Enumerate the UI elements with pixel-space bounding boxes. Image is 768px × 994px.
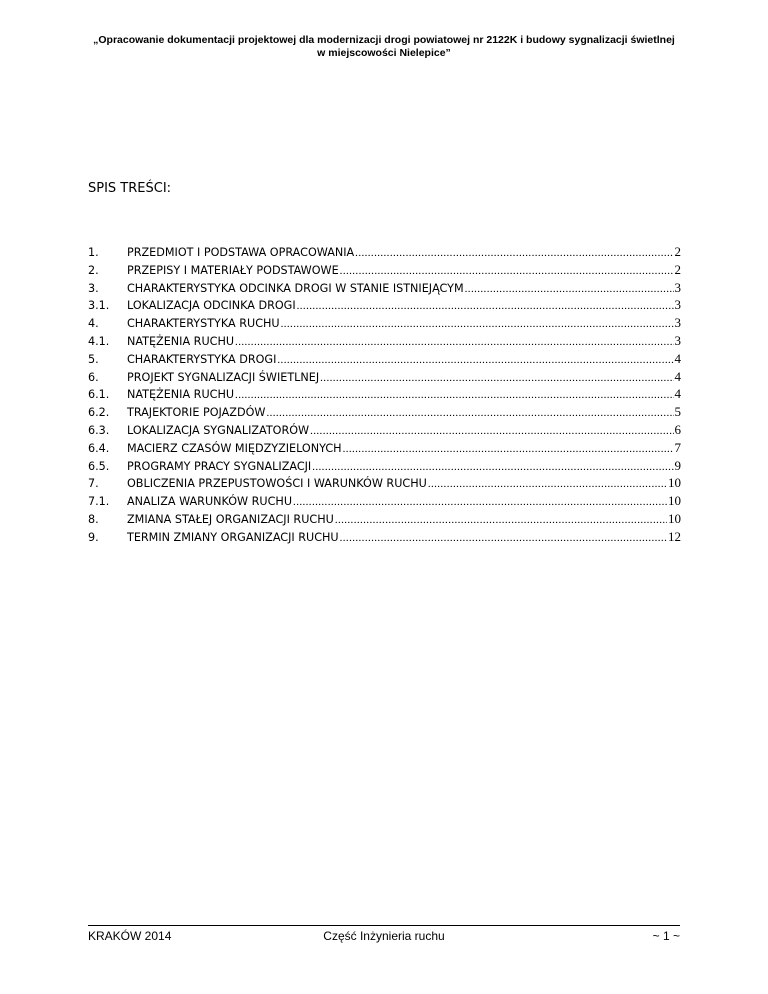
toc-entry-page: 7 [674, 439, 681, 455]
toc-entry[interactable] [88, 315, 681, 333]
toc-entry-page: 4 [674, 386, 681, 402]
toc-entry-page: 3 [674, 279, 681, 295]
toc-entry-page: 5 [674, 404, 681, 420]
toc-entry-number: 4. [88, 317, 99, 331]
toc-entry-page: 12 [668, 528, 681, 544]
footer-page-number: ~ 1 ~ [652, 929, 680, 943]
toc-entry-number: 5. [88, 352, 99, 366]
toc-entry[interactable] [88, 422, 681, 440]
toc-entry[interactable] [88, 386, 681, 404]
toc-entry-page: 3 [674, 297, 681, 313]
toc-entry-number: 2. [88, 263, 99, 277]
toc-entry-title: MACIERZ CZASÓW MIĘDZYZIELONYCH [127, 441, 342, 455]
toc-entry-page: 2 [674, 261, 681, 277]
toc-entry-number: 3. [88, 281, 99, 295]
toc-entry-number: 6.4. [88, 441, 110, 455]
toc-entry-number: 6.2. [88, 406, 110, 420]
toc-entry[interactable] [88, 297, 681, 315]
toc-entry-number: 3.1. [88, 299, 110, 313]
toc-entry-title: LOKALIZACJA ODCINKA DROGI [127, 299, 296, 313]
toc-entry-number: 6.3. [88, 423, 110, 437]
toc-leader-dots [312, 461, 673, 473]
toc-entry-number: 6.1. [88, 388, 110, 402]
page-footer [88, 929, 680, 945]
footer-location-year: KRAKÓW 2014 [88, 929, 172, 943]
toc-entry-number: 9. [88, 530, 99, 544]
toc-entry-number: 6. [88, 370, 99, 384]
toc-entry[interactable] [88, 511, 681, 529]
table-of-contents [88, 244, 681, 547]
toc-entry[interactable] [88, 529, 681, 547]
toc-entry-title: NATĘŻENIA RUCHU [127, 388, 235, 402]
toc-leader-dots [310, 425, 673, 437]
toc-leader-dots [428, 478, 667, 490]
toc-entry[interactable] [88, 475, 681, 493]
page-header [60, 34, 708, 60]
footer-section-name: Część Inżynieria ruchu [323, 929, 445, 943]
toc-entry-number: 7.1. [88, 495, 110, 509]
toc-leader-dots [320, 372, 673, 384]
toc-leader-dots [340, 265, 674, 277]
toc-entry[interactable] [88, 440, 681, 458]
toc-leader-dots [335, 514, 667, 526]
toc-entry-title: CHARAKTERYSTYKA RUCHU [127, 317, 280, 331]
toc-leader-dots [343, 443, 674, 455]
toc-entry-page: 3 [674, 332, 681, 348]
toc-entry[interactable] [88, 351, 681, 369]
footer-divider [88, 925, 680, 926]
toc-entry-title: TERMIN ZMIANY ORGANIZACJI RUCHU [127, 530, 339, 544]
toc-entry-title: NATĘŻENIA RUCHU [127, 334, 235, 348]
toc-entry[interactable] [88, 333, 681, 351]
toc-title: SPIS TREŚCI: [88, 181, 172, 196]
toc-entry-title: ZMIANA STAŁEJ ORGANIZACJI RUCHU [127, 512, 334, 526]
toc-entry-page: 3 [674, 315, 681, 331]
toc-leader-dots [355, 247, 673, 259]
toc-entry-page: 10 [668, 510, 681, 526]
toc-leader-dots [266, 407, 673, 419]
toc-entry-page: 4 [674, 368, 681, 384]
toc-leader-dots [340, 532, 667, 544]
toc-leader-dots [297, 300, 674, 312]
toc-leader-dots [465, 283, 674, 295]
toc-entry-title: TRAJEKTORIE POJAZDÓW [127, 406, 266, 420]
toc-leader-dots [277, 354, 673, 366]
toc-entry-number: 4.1. [88, 334, 110, 348]
toc-entry[interactable] [88, 262, 681, 280]
header-line-1: „Opracowanie dokumentacji projektowej dla modernizacji drogi powiatowej nr 2122K i budowy sygnalizacji świetlnej [93, 34, 675, 46]
toc-leader-dots [235, 336, 673, 348]
toc-entry-page: 6 [674, 421, 681, 437]
toc-entry-page: 9 [674, 457, 681, 473]
toc-entry-page: 10 [668, 475, 681, 491]
toc-entry-title: CHARAKTERYSTYKA DROGI [127, 352, 277, 366]
toc-leader-dots [293, 496, 667, 508]
toc-entry[interactable] [88, 369, 681, 387]
toc-entry-number: 1. [88, 246, 99, 259]
toc-entry-title: OBLICZENIA PRZEPUSTOWOŚCI I WARUNKÓW RUCHU [127, 477, 427, 491]
toc-entry-title: ANALIZA WARUNKÓW RUCHU [127, 495, 293, 509]
toc-entry-page: 10 [668, 493, 681, 509]
toc-entry-title: LOKALIZACJA SYGNALIZATORÓW [127, 423, 310, 437]
toc-entry-title: CHARAKTERYSTYKA ODCINKA DROGI W STANIE ISTNIEJĄCYM [127, 281, 464, 295]
toc-entry-page: 4 [674, 350, 681, 366]
toc-entry[interactable] [88, 244, 681, 262]
toc-entry[interactable] [88, 404, 681, 422]
toc-entry-title: PROGRAMY PRACY SYGNALIZACJI [127, 459, 312, 473]
toc-entry-title: PROJEKT SYGNALIZACJI ŚWIETLNEJ [127, 370, 320, 384]
toc-entry-number: 8. [88, 512, 99, 526]
toc-entry[interactable] [88, 458, 681, 476]
toc-entry-title: PRZEPISY I MATERIAŁY PODSTAWOWE [127, 263, 339, 277]
toc-entry-title: PRZEDMIOT I PODSTAWA OPRACOWANIA [127, 246, 355, 259]
toc-entry-page: 2 [674, 244, 681, 259]
header-line-2: w miejscowości Nielepice” [317, 47, 451, 59]
toc-entry-number: 7. [88, 477, 99, 491]
toc-leader-dots [281, 318, 674, 330]
toc-leader-dots [235, 389, 673, 401]
toc-entry-number: 6.5. [88, 459, 110, 473]
toc-entry[interactable] [88, 493, 681, 511]
toc-entry[interactable] [88, 280, 681, 298]
